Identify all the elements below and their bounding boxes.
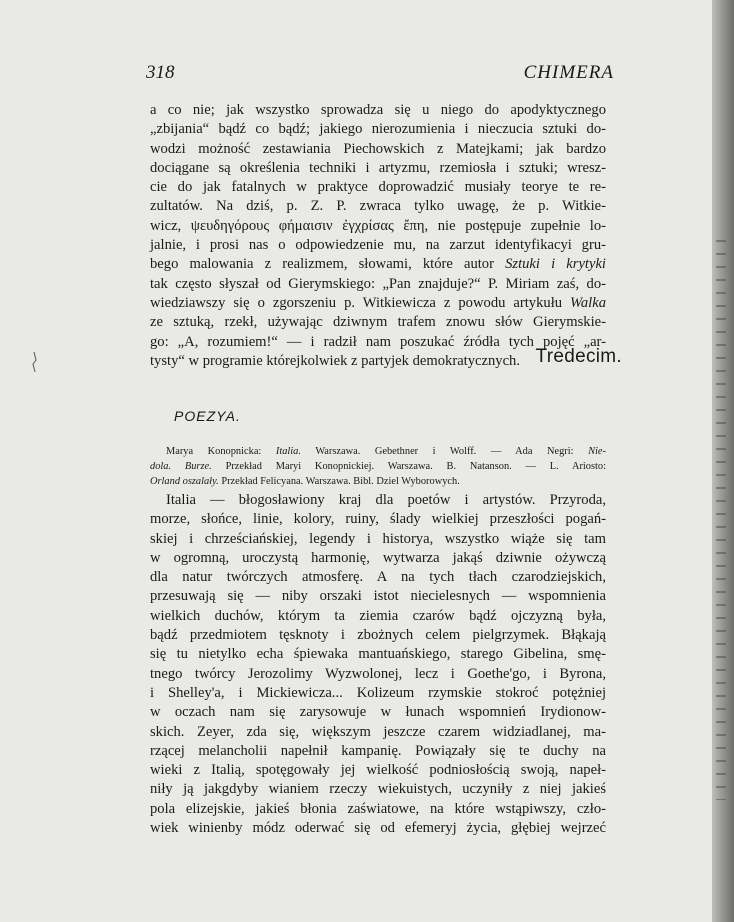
text-line: i Shelley'a, i Mickiewicza... Kolizeum rzymskie stokroć potężniej — [150, 684, 606, 701]
text-line: tysty“ w programie którejkolwiek z partyjek demokratycznych. — [150, 352, 520, 369]
author-signature: Tredecim. — [535, 346, 622, 367]
text-line: tak często słyszał od Gierymskiego: „Pan znajduje?“ P. Miriam zaś, do- — [150, 275, 606, 292]
page-header — [146, 62, 614, 86]
text-segment: wiedziawszy się o zgorszeniu p. Witkiewicza z powodu artykułu — [150, 294, 563, 311]
text-line: a co nie; jak wszystko sprowadza się u niego do apodyktycznego — [150, 102, 606, 118]
text-line: w ogromną, uroczystą harmonię, wytwarza jakąś dziwnie ożywczą — [150, 549, 606, 566]
text-line: zultatów. Na dziś, p. Z. P. zwraca tylko uwagę, że p. Witkie- — [150, 198, 606, 215]
biblio-publisher: Warszawa. Gebethner i Wolff. — Ada Negri: — [315, 446, 574, 457]
margin-mark-icon — [30, 352, 38, 372]
text-line: się tu nietylko echa śpiewaka mantuańskiego, starego Gibelina, smę- — [150, 646, 606, 663]
text-line: tnego twórcy Jerozolimy Wyzwolonej, lecz i Goethe'go, i Byrona, — [150, 665, 606, 682]
text-line: wodzi możność zestawiania Piechowskich z Matejkami; jak bardzo — [150, 140, 606, 157]
biblio-title: Orland oszalały. — [150, 476, 219, 487]
book-title: Sztuki i krytyki — [505, 256, 606, 273]
text-line-with-title — [150, 255, 606, 274]
paragraph-critique — [150, 101, 606, 371]
article-title: Walka — [570, 294, 606, 311]
text-line: skiej i chrześciańskiej, legendy i historya, wszystko wiąże się tam — [150, 530, 606, 547]
text-line: ze sztuką, rzekł, używając dziwnym trafem znowu słów Gierymskie- — [150, 314, 606, 331]
biblio-line — [150, 459, 606, 474]
text-line: morze, słońce, linie, kolory, ruiny, ślady wielkiej przeszłości pogań- — [150, 511, 606, 528]
text-line: w oczach nam się zarysowuje w łunach wspomnień Irydionow- — [150, 704, 606, 721]
text-line: wieki z Italią, spotęgowały jej wielkość podniosłością swoją, napeł- — [150, 762, 606, 779]
text-line: dociągane są określenia techniki i artyzmu, rzemiosła i sztuki; wresz- — [150, 159, 606, 176]
page-number: 318 — [146, 62, 175, 83]
biblio-line — [150, 474, 606, 489]
text-line: go: „A, rozumiem!“ — i radził nam poszukać źródła tych pojęć „ar- — [150, 333, 606, 350]
text-line-with-title — [150, 294, 606, 313]
biblio-author: Marya Konopnicka: — [166, 446, 262, 457]
section-title: POEZYA. — [174, 408, 241, 424]
biblio-publisher: Przekład Maryi Konopnickiej. Warszawa. B. Natanson. — L. Ariosto: — [225, 461, 607, 472]
text-segment: bego malowania z realizmem, słowami, które autor — [150, 256, 494, 273]
running-head: CHIMERA — [523, 62, 614, 83]
text-line: rzącej melancholii napełnił kampanię. Powiązały się te duchy na — [150, 742, 606, 759]
biblio-publisher: Przekład Felicyana. Warszawa. Bibl. Dziel Wyborowych. — [221, 476, 460, 487]
biblio-title: Italia. — [275, 446, 301, 457]
text-line: wiek winienby módz oderwać się od efemeryj życia, głębiej wejrzeć — [150, 820, 606, 837]
text-line: jalnie, i prosi nas o odpowiedzenie mu, na zarzut identyfikacyi gru- — [150, 237, 606, 254]
adjacent-page-edge — [716, 240, 726, 800]
text-line: Italia — błogosławiony kraj dla poetów i artystów. Przyroda, — [166, 492, 606, 508]
text-line: skich. Zeyer, zda się, większym jeszcze czarem widziadlanej, ma- — [150, 723, 606, 740]
paragraph-italia — [150, 491, 606, 838]
text-line: pola elizejskie, jakieś błonia zaświatowe, na które wstąpiwszy, czło- — [150, 800, 606, 817]
text-line: niły ją jakgdyby wianiem rzeczy wiekuistych, uczyniły z niej jakieś — [150, 781, 606, 798]
biblio-title: dola. Burze. — [150, 461, 212, 472]
text-line: cie do jak fatalnych w praktyce doprowadzić musiały teorye te re- — [150, 179, 606, 196]
text-line: „zbijania“ bądź co bądź; jakiego nierozumienia i nieczucia sztuki do- — [150, 121, 606, 138]
text-line: bądź przedmiotem tęsknoty i zbożnych celem pielgrzymek. Błąkają — [150, 627, 606, 644]
text-line: dla natur twórczych atmosferę. A na tych tłach czarodziejskich, — [150, 569, 606, 586]
text-line: wicz, ψευδηγόρους φήμαισιν ἐγχρίσας ἔπη, nie postępuje zupełnie lo- — [150, 217, 606, 234]
biblio-title: Nie- — [588, 446, 606, 457]
bibliography-entry — [150, 444, 606, 489]
text-line: przesuwają się — niby orszaki istot niecielesnych — wspomnienia — [150, 588, 606, 605]
text-line: wielkich duchów, którym ta ziemia czarów bądź ojczyzną była, — [150, 607, 606, 624]
biblio-line — [150, 444, 606, 459]
